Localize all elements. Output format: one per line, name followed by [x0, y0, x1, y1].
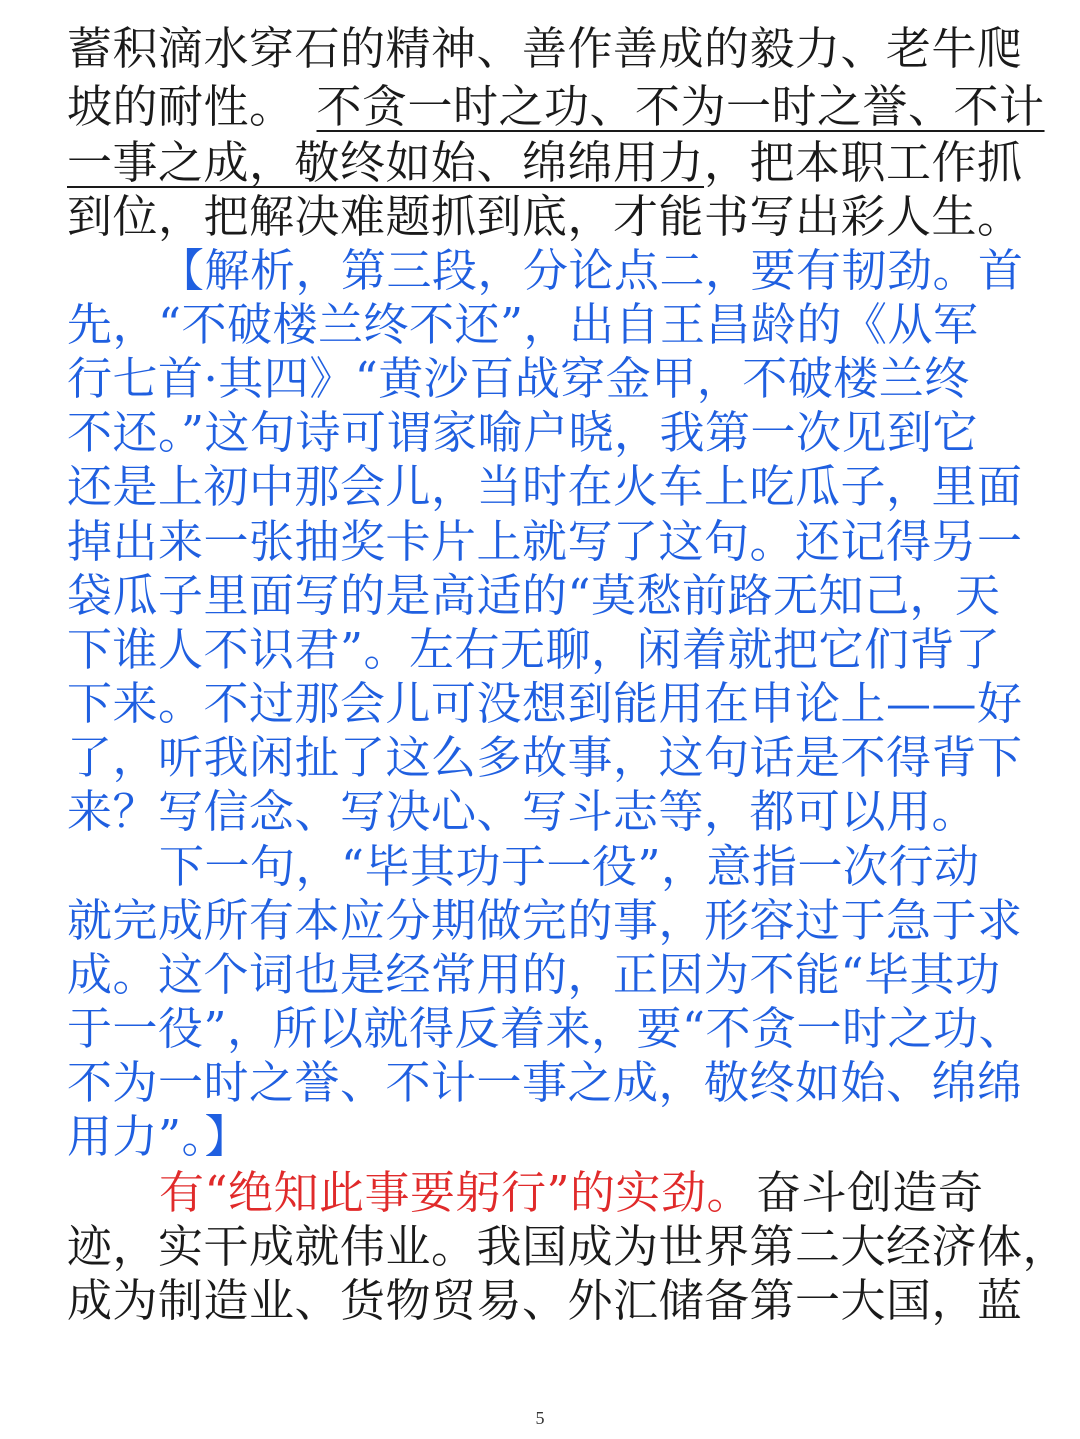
analysis-line — [67, 460, 1023, 514]
analysis-text: 【解析，第三段，分论点二，要有韧劲。首 — [159, 244, 1024, 297]
analysis-line — [67, 569, 1017, 623]
text-line — [67, 22, 1023, 76]
analysis-line — [67, 948, 1017, 1002]
text-span: 奋斗创造奇 — [756, 1166, 984, 1219]
analysis-line — [67, 840, 1017, 894]
analysis-text: 用力”。】 — [67, 1110, 251, 1163]
analysis-line — [67, 623, 1017, 677]
analysis-line — [67, 352, 1017, 406]
underlined-text: 一事之成，敬终如始、绵绵用力 — [67, 136, 705, 189]
text-span: 到位，把解决难题抓到底，才能书写出彩人生。 — [67, 190, 1023, 243]
analysis-line — [67, 515, 1023, 569]
analysis-text: 先，“不破楼兰终不还”，出自王昌龄的《从军 — [67, 298, 979, 351]
text-span: 成为制造业、货物贸易、外汇储备第一大国，蓝 — [67, 1274, 1023, 1327]
analysis-line — [67, 244, 1024, 298]
analysis-line — [67, 1002, 1025, 1056]
analysis-text: 成。这个词也是经常用的，正因为不能“毕其功 — [67, 948, 1001, 1001]
analysis-line — [67, 894, 1023, 948]
analysis-text: 袋瓜子里面写的是高适的“莫愁前路无知己，天 — [67, 569, 1001, 622]
text-line — [67, 1220, 1069, 1274]
text-line — [67, 80, 1045, 134]
analysis-text: 掉出来一张抽奖卡片上就写了这句。还记得另一 — [67, 515, 1023, 568]
analysis-text: 行七首·其四》“黄沙百战穿金甲，不破楼兰终 — [67, 352, 970, 405]
text-span: ，把本职工作抓 — [704, 136, 1023, 189]
underlined-text: 不贪一时之功、不为一时之誉、不计 — [316, 80, 1045, 133]
subheading-text: 有“绝知此事要躬行”的实劲。 — [159, 1166, 753, 1219]
analysis-line — [67, 1110, 1017, 1164]
analysis-text: 了，听我闲扯了这么多故事，这句话是不得背下 — [67, 731, 1023, 784]
analysis-text: 不还。”这句诗可谓家喻户晓，我第一次见到它 — [67, 406, 979, 459]
page-number: 5 — [535, 1408, 545, 1428]
analysis-text: 下来。不过那会儿可没想到能用在申论上——好 — [67, 677, 1023, 730]
analysis-text: 来？写信念、写决心、写斗志等，都可以用。 — [67, 785, 978, 838]
text-span: 坡的耐性。 — [67, 80, 295, 133]
analysis-text: 于一役”，所以就得反着来，要“不贪一时之功、 — [67, 1002, 1025, 1055]
subheading-line — [67, 1166, 1017, 1220]
analysis-text: 下一句，“毕其功于一役”，意指一次行动 — [159, 840, 980, 893]
analysis-line — [67, 1056, 1023, 1110]
analysis-text: 下谁人不识君”。左右无聊，闲着就把它们背了 — [67, 623, 1001, 676]
analysis-line — [67, 406, 1017, 460]
analysis-line — [67, 785, 1017, 839]
analysis-text: 就完成所有本应分期做完的事，形容过于急于求 — [67, 894, 1023, 947]
analysis-line — [67, 298, 1017, 352]
text-span: 迹，实干成就伟业。我国成为世界第二大经济体， — [67, 1220, 1069, 1273]
text-line — [67, 190, 1023, 244]
text-span: 蓄积滴水穿石的精神、善作善成的毅力、老牛爬 — [67, 22, 1023, 75]
analysis-text: 不为一时之誉、不计一事之成，敬终如始、绵绵 — [67, 1056, 1023, 1109]
text-line — [67, 1274, 1023, 1328]
analysis-line — [67, 677, 1023, 731]
analysis-line — [67, 731, 1023, 785]
analysis-text: 还是上初中那会儿，当时在火车上吃瓜子，里面 — [67, 460, 1023, 513]
text-line — [67, 136, 1023, 190]
